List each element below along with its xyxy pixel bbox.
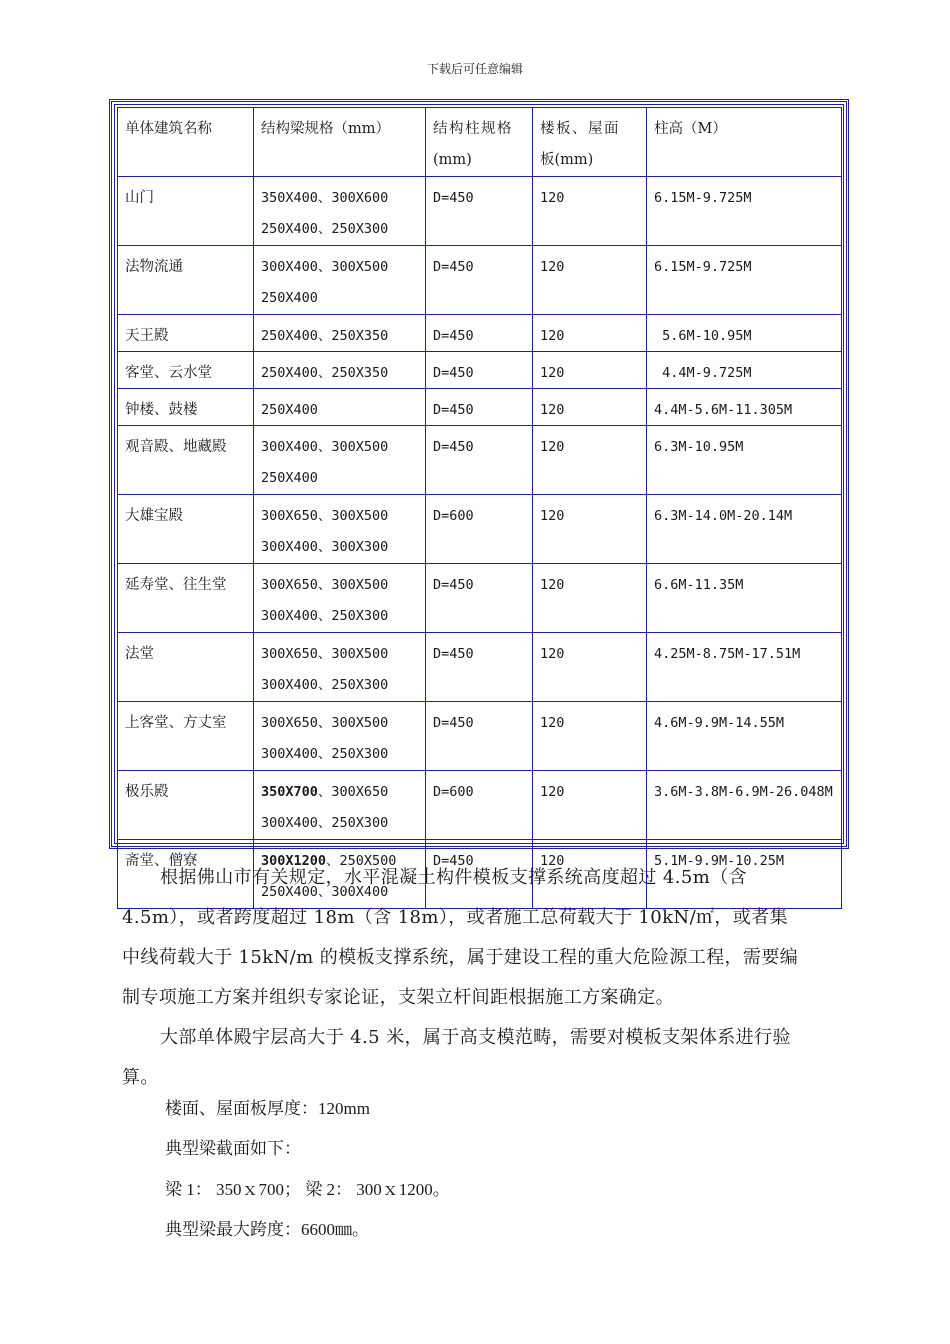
- paragraph-line: 制专项施工方案并组织专家论证，支架立杆间距根据施工方案确定。: [122, 987, 674, 1008]
- beam-spec-cell: [254, 177, 426, 246]
- table-row: [118, 495, 842, 564]
- table-header-cell: [118, 108, 254, 177]
- slab-thickness-cell: 120: [533, 495, 647, 564]
- building-name-cell: 法堂: [118, 633, 254, 702]
- column-height-cell: 4.6M-9.9M-14.55M: [647, 702, 842, 771]
- header-text: 结构梁规格（mm）: [261, 121, 390, 137]
- slab-thickness-cell: 120: [533, 633, 647, 702]
- building-name-cell: 大雄宝殿: [118, 495, 254, 564]
- building-name-cell: 斋堂、僧寮: [118, 840, 254, 909]
- column-height-cell: 3.6M-3.8M-6.9M-26.048M: [647, 771, 842, 840]
- table-row: [118, 177, 842, 246]
- table-row: [118, 771, 842, 840]
- slab-thickness-cell: 120: [533, 177, 647, 246]
- table-row: [118, 389, 842, 426]
- column-spec-cell: D=600: [426, 495, 533, 564]
- column-spec-cell: D=450: [426, 564, 533, 633]
- beam-spec-line: 300X650、300X500: [261, 577, 389, 593]
- table-header-cell: [254, 108, 426, 177]
- table-header-cell: [533, 108, 647, 177]
- slab-thickness-cell: 120: [533, 426, 647, 495]
- column-height-cell: 5.1M-9.9M-10.25M: [647, 840, 842, 909]
- paragraph-high-formwork: [122, 1018, 832, 1098]
- building-name-cell: 山门: [118, 177, 254, 246]
- column-height-cell: 6.6M-11.35M: [647, 564, 842, 633]
- paragraph-line: 算。: [122, 1067, 159, 1088]
- header-text: 柱高（M）: [654, 121, 727, 137]
- beam-spec-cell: [254, 771, 426, 840]
- beam-spec-line: 250X400: [261, 470, 318, 486]
- beam-spec-line: 250X400: [261, 402, 318, 418]
- beam-spec-cell: [254, 246, 426, 315]
- paragraph-line: 根据佛山市有关规定，水平混凝土构件模板支撑系统高度超过 4.5m（含: [160, 867, 748, 888]
- column-spec-cell: D=450: [426, 426, 533, 495]
- beam-spec-line: 300X400、300X500: [261, 439, 389, 455]
- table-row: [118, 633, 842, 702]
- beam-sizes-line: 梁 1： 350ｘ700； 梁 2： 300ｘ1200。: [165, 1180, 450, 1199]
- beam-spec-cell: [254, 315, 426, 352]
- beam-spec-cell: [254, 564, 426, 633]
- beam-spec-line: 300X400、250X300: [261, 677, 389, 693]
- column-spec-cell: D=450: [426, 633, 533, 702]
- slab-thickness-cell: 120: [533, 352, 647, 389]
- column-spec-cell: D=450: [426, 177, 533, 246]
- table-row: [118, 315, 842, 352]
- column-spec-cell: D=450: [426, 352, 533, 389]
- beam-spec-line: 350X400、300X600: [261, 190, 389, 206]
- column-spec-cell: D=600: [426, 771, 533, 840]
- beam-spec-line: 250X400、250X350: [261, 328, 389, 344]
- building-name-cell: 极乐殿: [118, 771, 254, 840]
- typical-section-line: 典型梁截面如下：: [165, 1139, 301, 1158]
- building-name-cell: 观音殿、地藏殿: [118, 426, 254, 495]
- header-text: 板(mm): [540, 152, 594, 168]
- header-text: 单体建筑名称: [125, 121, 212, 137]
- beam-spec-line: [261, 777, 419, 808]
- column-height-cell: 4.4M-9.725M: [647, 352, 842, 389]
- paragraph-line: 大部单体殿宇层高大于 4.5 米，属于高支模范畴，需要对模板支架体系进行验: [160, 1027, 791, 1048]
- spec-table: [117, 107, 842, 909]
- column-spec-cell: D=450: [426, 389, 533, 426]
- beam-spec-cell: [254, 352, 426, 389]
- header-text: (mm): [433, 152, 472, 168]
- slab-thickness-cell: 120: [533, 771, 647, 840]
- slab-thickness-cell: 120: [533, 246, 647, 315]
- beam-spec-line: 300X650、300X500: [261, 646, 389, 662]
- beam-spec-cell: [254, 389, 426, 426]
- paragraph-regulation: [122, 858, 832, 1018]
- slab-thickness-cell: 120: [533, 840, 647, 909]
- slab-thickness-line: 楼面、屋面板厚度：120mm: [165, 1099, 370, 1118]
- beam-spec-rest: 、250X500: [326, 853, 397, 869]
- column-spec-cell: D=450: [426, 702, 533, 771]
- column-height-cell: 6.3M-10.95M: [647, 426, 842, 495]
- slab-thickness-cell: 120: [533, 315, 647, 352]
- table-row: [118, 426, 842, 495]
- building-name-cell: 钟楼、鼓楼: [118, 389, 254, 426]
- building-name-cell: 天王殿: [118, 315, 254, 352]
- max-span-line: 典型梁最大跨度：6600㎜。: [165, 1220, 369, 1239]
- building-name-cell: 法物流通: [118, 246, 254, 315]
- beam-spec-line: 300X400、250X300: [261, 815, 389, 831]
- table-row: [118, 352, 842, 389]
- beam-spec-line: 300X400、250X300: [261, 608, 389, 624]
- beam-spec-cell: [254, 633, 426, 702]
- paragraph-line: 4.5m），或者跨度超过 18m（含 18m），或者施工总荷载大于 10kN/㎡，或者集: [122, 907, 789, 928]
- slab-thickness-cell: 120: [533, 564, 647, 633]
- paragraph-line: 中线荷载大于 15kN/m 的模板支撑系统，属于建设工程的重大危险源工程，需要编: [122, 947, 799, 968]
- column-height-cell: 4.4M-5.6M-11.305M: [647, 389, 842, 426]
- column-height-cell: 6.3M-14.0M-20.14M: [647, 495, 842, 564]
- column-height-cell: 6.15M-9.725M: [647, 177, 842, 246]
- column-height-cell: 5.6M-10.95M: [647, 315, 842, 352]
- beam-spec-cell: [254, 426, 426, 495]
- table-header-row: [118, 108, 842, 177]
- beam-spec-line: 250X400、250X350: [261, 365, 389, 381]
- beam-spec-line: 300X400、300X500: [261, 259, 389, 275]
- beam-spec-line: 250X400、300X400: [261, 884, 389, 900]
- table-row: [118, 246, 842, 315]
- slab-thickness-cell: 120: [533, 702, 647, 771]
- building-name-cell: 延寿堂、往生堂: [118, 564, 254, 633]
- column-height-cell: 6.15M-9.725M: [647, 246, 842, 315]
- column-spec-cell: D=450: [426, 840, 533, 909]
- column-spec-cell: D=450: [426, 315, 533, 352]
- building-name-cell: 上客堂、方丈室: [118, 702, 254, 771]
- table-row: [118, 702, 842, 771]
- beam-spec-line: 300X400、300X300: [261, 539, 389, 555]
- table-header-cell: [647, 108, 842, 177]
- header-text: 楼板、屋面: [540, 121, 620, 137]
- table-header-cell: [426, 108, 533, 177]
- beam-spec-line: 250X400: [261, 290, 318, 306]
- beam-spec-cell: [254, 702, 426, 771]
- slab-thickness-cell: 120: [533, 389, 647, 426]
- beam-spec-bold: 300X1200: [261, 853, 327, 869]
- table-row: [118, 564, 842, 633]
- beam-spec-line: 300X400、250X300: [261, 746, 389, 762]
- beam-spec-cell: [254, 495, 426, 564]
- beam-spec-bold: 350X700: [261, 784, 318, 800]
- header-text: 结构柱规格: [433, 121, 513, 137]
- header-note: 下载后可任意编辑: [426, 62, 523, 76]
- column-height-cell: 4.25M-8.75M-17.51M: [647, 633, 842, 702]
- beam-spec-line: 300X650、300X500: [261, 715, 389, 731]
- beam-spec-rest: 、300X650: [317, 784, 389, 800]
- beam-spec-line: 250X400、250X300: [261, 221, 389, 237]
- beam-spec-line: 300X650、300X500: [261, 508, 389, 524]
- building-name-cell: 客堂、云水堂: [118, 352, 254, 389]
- column-spec-cell: D=450: [426, 246, 533, 315]
